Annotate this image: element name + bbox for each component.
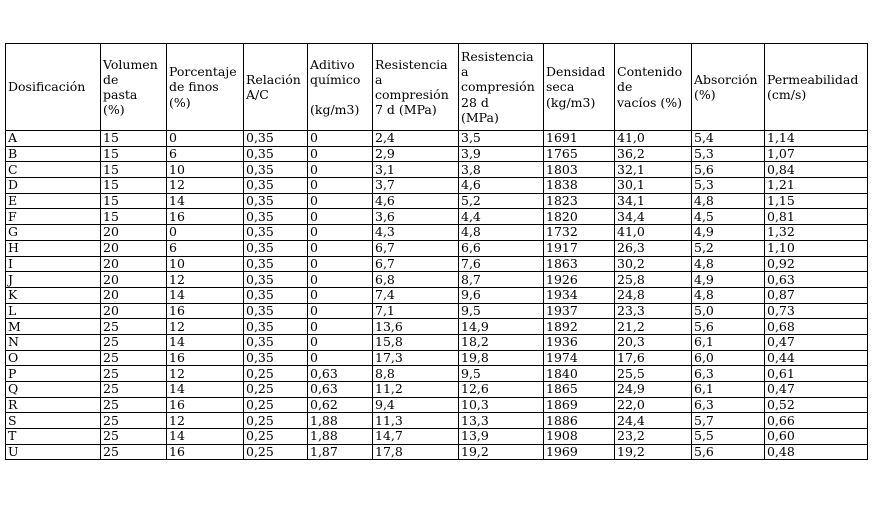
cell-resistencia-7d: 11,2 [373,382,459,398]
cell-resistencia-7d: 6,7 [373,256,459,272]
cell-resistencia-7d: 4,6 [373,193,459,209]
cell-porcentaje-finos: 14 [167,287,244,303]
cell-volumen-pasta: 20 [101,225,167,241]
header-dosificacion: Dosificación [6,44,101,131]
cell-dosificacion: U [6,444,101,460]
table-row [6,444,868,460]
cell-permeabilidad: 0,66 [765,413,868,429]
cell-contenido-vacios: 22,0 [615,397,692,413]
cell-dosificacion: D [6,178,101,194]
cell-absorcion: 6,3 [692,366,765,382]
cell-densidad-seca: 1765 [544,146,615,162]
cell-contenido-vacios: 36,2 [615,146,692,162]
header-contenido-vacios: Contenido de vacíos (%) [615,44,692,131]
cell-resistencia-7d: 3,1 [373,162,459,178]
cell-contenido-vacios: 26,3 [615,240,692,256]
cell-porcentaje-finos: 0 [167,225,244,241]
table-body [6,131,868,460]
cell-volumen-pasta: 20 [101,303,167,319]
cell-aditivo-quimico: 0 [308,334,373,350]
cell-porcentaje-finos: 16 [167,444,244,460]
cell-resistencia-28d: 5,2 [459,193,544,209]
cell-aditivo-quimico: 0 [308,240,373,256]
header-resistencia-28d: Resistencia a compresión 28 d (MPa) [459,44,544,131]
cell-dosificacion: K [6,287,101,303]
cell-resistencia-7d: 11,3 [373,413,459,429]
cell-permeabilidad: 0,87 [765,287,868,303]
cell-dosificacion: F [6,209,101,225]
cell-permeabilidad: 0,47 [765,334,868,350]
cell-aditivo-quimico: 0 [308,209,373,225]
cell-dosificacion: R [6,397,101,413]
cell-porcentaje-finos: 14 [167,382,244,398]
cell-resistencia-7d: 13,6 [373,319,459,335]
cell-relacion-ac: 0,25 [244,397,308,413]
mix-design-table [5,43,868,460]
cell-densidad-seca: 1934 [544,287,615,303]
cell-permeabilidad: 0,60 [765,429,868,445]
cell-permeabilidad: 0,84 [765,162,868,178]
cell-volumen-pasta: 25 [101,397,167,413]
cell-contenido-vacios: 30,2 [615,256,692,272]
cell-resistencia-28d: 3,9 [459,146,544,162]
cell-permeabilidad: 1,15 [765,193,868,209]
cell-densidad-seca: 1869 [544,397,615,413]
table-row [6,131,868,147]
cell-porcentaje-finos: 14 [167,334,244,350]
table-row [6,146,868,162]
table-row [6,240,868,256]
cell-dosificacion: P [6,366,101,382]
cell-resistencia-28d: 9,6 [459,287,544,303]
cell-absorcion: 6,1 [692,382,765,398]
cell-porcentaje-finos: 12 [167,319,244,335]
cell-aditivo-quimico: 1,87 [308,444,373,460]
cell-resistencia-28d: 4,4 [459,209,544,225]
cell-dosificacion: A [6,131,101,147]
cell-permeabilidad: 1,10 [765,240,868,256]
cell-volumen-pasta: 15 [101,162,167,178]
cell-contenido-vacios: 24,4 [615,413,692,429]
cell-densidad-seca: 1732 [544,225,615,241]
cell-permeabilidad: 0,81 [765,209,868,225]
cell-relacion-ac: 0,35 [244,287,308,303]
cell-relacion-ac: 0,25 [244,429,308,445]
cell-volumen-pasta: 25 [101,413,167,429]
cell-densidad-seca: 1865 [544,382,615,398]
cell-resistencia-28d: 9,5 [459,303,544,319]
cell-resistencia-28d: 4,6 [459,178,544,194]
cell-resistencia-28d: 13,9 [459,429,544,445]
cell-dosificacion: H [6,240,101,256]
header-aditivo-quimico: Aditivo químico (kg/m3) [308,44,373,131]
cell-densidad-seca: 1886 [544,413,615,429]
header-relacion-ac: Relación A/C [244,44,308,131]
cell-densidad-seca: 1936 [544,334,615,350]
cell-relacion-ac: 0,35 [244,256,308,272]
cell-relacion-ac: 0,35 [244,225,308,241]
cell-relacion-ac: 0,25 [244,413,308,429]
cell-resistencia-28d: 19,2 [459,444,544,460]
cell-contenido-vacios: 23,3 [615,303,692,319]
header-absorcion: Absorción (%) [692,44,765,131]
cell-volumen-pasta: 25 [101,319,167,335]
cell-resistencia-28d: 8,7 [459,272,544,288]
cell-relacion-ac: 0,35 [244,272,308,288]
cell-aditivo-quimico: 1,88 [308,429,373,445]
cell-dosificacion: I [6,256,101,272]
cell-aditivo-quimico: 0 [308,256,373,272]
cell-resistencia-7d: 4,3 [373,225,459,241]
cell-volumen-pasta: 20 [101,272,167,288]
cell-contenido-vacios: 25,5 [615,366,692,382]
cell-dosificacion: Q [6,382,101,398]
cell-dosificacion: G [6,225,101,241]
header-permeabilidad: Permeabilidad (cm/s) [765,44,868,131]
cell-contenido-vacios: 24,8 [615,287,692,303]
cell-porcentaje-finos: 12 [167,178,244,194]
cell-resistencia-7d: 2,4 [373,131,459,147]
cell-densidad-seca: 1926 [544,272,615,288]
cell-permeabilidad: 0,92 [765,256,868,272]
cell-relacion-ac: 0,35 [244,131,308,147]
cell-densidad-seca: 1803 [544,162,615,178]
header-row [6,44,868,131]
cell-resistencia-7d: 17,3 [373,350,459,366]
table-row [6,303,868,319]
header-volumen-pasta: Volumen de pasta (%) [101,44,167,131]
table-row [6,429,868,445]
table-row [6,397,868,413]
cell-permeabilidad: 1,14 [765,131,868,147]
table-row [6,413,868,429]
cell-contenido-vacios: 25,8 [615,272,692,288]
cell-resistencia-7d: 7,1 [373,303,459,319]
table-row [6,256,868,272]
cell-porcentaje-finos: 16 [167,350,244,366]
cell-resistencia-28d: 13,3 [459,413,544,429]
cell-porcentaje-finos: 10 [167,162,244,178]
cell-aditivo-quimico: 1,88 [308,413,373,429]
cell-absorcion: 4,8 [692,256,765,272]
table-row [6,193,868,209]
cell-porcentaje-finos: 0 [167,131,244,147]
cell-relacion-ac: 0,25 [244,382,308,398]
cell-aditivo-quimico: 0 [308,193,373,209]
cell-contenido-vacios: 41,0 [615,225,692,241]
cell-absorcion: 4,5 [692,209,765,225]
cell-dosificacion: N [6,334,101,350]
table-row [6,178,868,194]
cell-resistencia-7d: 3,6 [373,209,459,225]
cell-resistencia-28d: 19,8 [459,350,544,366]
cell-absorcion: 6,3 [692,397,765,413]
cell-contenido-vacios: 17,6 [615,350,692,366]
cell-resistencia-28d: 14,9 [459,319,544,335]
table-row [6,382,868,398]
table-row [6,319,868,335]
cell-aditivo-quimico: 0 [308,178,373,194]
cell-volumen-pasta: 15 [101,146,167,162]
cell-contenido-vacios: 23,2 [615,429,692,445]
cell-aditivo-quimico: 0 [308,146,373,162]
cell-densidad-seca: 1892 [544,319,615,335]
cell-permeabilidad: 0,47 [765,382,868,398]
cell-resistencia-7d: 3,7 [373,178,459,194]
cell-resistencia-7d: 14,7 [373,429,459,445]
cell-permeabilidad: 0,63 [765,272,868,288]
table-row [6,209,868,225]
cell-aditivo-quimico: 0 [308,272,373,288]
cell-densidad-seca: 1917 [544,240,615,256]
cell-volumen-pasta: 20 [101,240,167,256]
table-row [6,272,868,288]
cell-resistencia-7d: 6,8 [373,272,459,288]
cell-contenido-vacios: 34,1 [615,193,692,209]
cell-dosificacion: T [6,429,101,445]
cell-absorcion: 5,7 [692,413,765,429]
cell-porcentaje-finos: 14 [167,429,244,445]
cell-relacion-ac: 0,35 [244,303,308,319]
cell-permeabilidad: 0,48 [765,444,868,460]
cell-resistencia-28d: 10,3 [459,397,544,413]
cell-relacion-ac: 0,25 [244,366,308,382]
cell-volumen-pasta: 15 [101,193,167,209]
cell-resistencia-28d: 18,2 [459,334,544,350]
cell-resistencia-28d: 7,6 [459,256,544,272]
cell-aditivo-quimico: 0 [308,131,373,147]
cell-relacion-ac: 0,35 [244,178,308,194]
cell-volumen-pasta: 25 [101,429,167,445]
cell-permeabilidad: 1,07 [765,146,868,162]
cell-aditivo-quimico: 0 [308,225,373,241]
cell-dosificacion: O [6,350,101,366]
cell-resistencia-28d: 6,6 [459,240,544,256]
cell-resistencia-28d: 4,8 [459,225,544,241]
cell-absorcion: 5,3 [692,146,765,162]
cell-permeabilidad: 0,44 [765,350,868,366]
cell-absorcion: 5,3 [692,178,765,194]
header-porcentaje-finos: Porcentaje de finos (%) [167,44,244,131]
cell-volumen-pasta: 25 [101,334,167,350]
cell-absorcion: 4,8 [692,287,765,303]
cell-resistencia-7d: 7,4 [373,287,459,303]
cell-volumen-pasta: 25 [101,350,167,366]
cell-absorcion: 5,2 [692,240,765,256]
cell-volumen-pasta: 25 [101,382,167,398]
cell-densidad-seca: 1840 [544,366,615,382]
cell-porcentaje-finos: 12 [167,366,244,382]
cell-porcentaje-finos: 12 [167,413,244,429]
cell-porcentaje-finos: 6 [167,146,244,162]
cell-aditivo-quimico: 0 [308,287,373,303]
cell-aditivo-quimico: 0 [308,162,373,178]
cell-resistencia-7d: 6,7 [373,240,459,256]
cell-porcentaje-finos: 6 [167,240,244,256]
cell-permeabilidad: 0,61 [765,366,868,382]
cell-porcentaje-finos: 14 [167,193,244,209]
cell-contenido-vacios: 41,0 [615,131,692,147]
cell-contenido-vacios: 30,1 [615,178,692,194]
cell-absorcion: 4,9 [692,272,765,288]
cell-relacion-ac: 0,25 [244,444,308,460]
cell-aditivo-quimico: 0 [308,303,373,319]
cell-porcentaje-finos: 16 [167,397,244,413]
cell-absorcion: 6,0 [692,350,765,366]
cell-relacion-ac: 0,35 [244,350,308,366]
cell-contenido-vacios: 21,2 [615,319,692,335]
cell-resistencia-28d: 9,5 [459,366,544,382]
cell-densidad-seca: 1937 [544,303,615,319]
cell-dosificacion: S [6,413,101,429]
cell-porcentaje-finos: 12 [167,272,244,288]
cell-densidad-seca: 1969 [544,444,615,460]
cell-volumen-pasta: 15 [101,131,167,147]
table-row [6,287,868,303]
cell-volumen-pasta: 25 [101,366,167,382]
cell-aditivo-quimico: 0 [308,350,373,366]
cell-absorcion: 5,6 [692,162,765,178]
header-resistencia-7d: Resistencia a compresión 7 d (MPa) [373,44,459,131]
cell-resistencia-7d: 17,8 [373,444,459,460]
cell-volumen-pasta: 20 [101,287,167,303]
cell-permeabilidad: 1,32 [765,225,868,241]
cell-porcentaje-finos: 16 [167,209,244,225]
cell-volumen-pasta: 15 [101,178,167,194]
cell-dosificacion: M [6,319,101,335]
cell-relacion-ac: 0,35 [244,162,308,178]
cell-absorcion: 5,5 [692,429,765,445]
cell-absorcion: 5,6 [692,444,765,460]
cell-densidad-seca: 1974 [544,350,615,366]
cell-resistencia-7d: 8,8 [373,366,459,382]
cell-contenido-vacios: 32,1 [615,162,692,178]
cell-absorcion: 5,6 [692,319,765,335]
table-row [6,162,868,178]
cell-resistencia-7d: 9,4 [373,397,459,413]
cell-aditivo-quimico: 0,62 [308,397,373,413]
cell-contenido-vacios: 19,2 [615,444,692,460]
cell-resistencia-28d: 3,8 [459,162,544,178]
cell-absorcion: 6,1 [692,334,765,350]
cell-relacion-ac: 0,35 [244,209,308,225]
cell-resistencia-7d: 15,8 [373,334,459,350]
cell-resistencia-28d: 12,6 [459,382,544,398]
cell-relacion-ac: 0,35 [244,334,308,350]
cell-contenido-vacios: 24,9 [615,382,692,398]
cell-dosificacion: L [6,303,101,319]
cell-densidad-seca: 1863 [544,256,615,272]
cell-relacion-ac: 0,35 [244,319,308,335]
cell-resistencia-7d: 2,9 [373,146,459,162]
cell-volumen-pasta: 25 [101,444,167,460]
cell-dosificacion: C [6,162,101,178]
cell-aditivo-quimico: 0 [308,319,373,335]
table-row [6,225,868,241]
cell-permeabilidad: 0,73 [765,303,868,319]
cell-permeabilidad: 0,52 [765,397,868,413]
cell-densidad-seca: 1823 [544,193,615,209]
table-row [6,366,868,382]
cell-densidad-seca: 1691 [544,131,615,147]
cell-porcentaje-finos: 16 [167,303,244,319]
cell-permeabilidad: 0,68 [765,319,868,335]
cell-relacion-ac: 0,35 [244,240,308,256]
cell-relacion-ac: 0,35 [244,193,308,209]
cell-densidad-seca: 1820 [544,209,615,225]
table-row [6,350,868,366]
cell-absorcion: 4,8 [692,193,765,209]
cell-dosificacion: B [6,146,101,162]
cell-permeabilidad: 1,21 [765,178,868,194]
cell-porcentaje-finos: 10 [167,256,244,272]
cell-relacion-ac: 0,35 [244,146,308,162]
cell-aditivo-quimico: 0,63 [308,382,373,398]
cell-aditivo-quimico: 0,63 [308,366,373,382]
cell-volumen-pasta: 20 [101,256,167,272]
cell-absorcion: 5,4 [692,131,765,147]
cell-densidad-seca: 1908 [544,429,615,445]
table-row [6,334,868,350]
cell-absorcion: 4,9 [692,225,765,241]
cell-resistencia-28d: 3,5 [459,131,544,147]
cell-dosificacion: E [6,193,101,209]
cell-contenido-vacios: 20,3 [615,334,692,350]
cell-absorcion: 5,0 [692,303,765,319]
cell-volumen-pasta: 15 [101,209,167,225]
header-densidad-seca: Densidad seca (kg/m3) [544,44,615,131]
cell-dosificacion: J [6,272,101,288]
cell-contenido-vacios: 34,4 [615,209,692,225]
cell-densidad-seca: 1838 [544,178,615,194]
